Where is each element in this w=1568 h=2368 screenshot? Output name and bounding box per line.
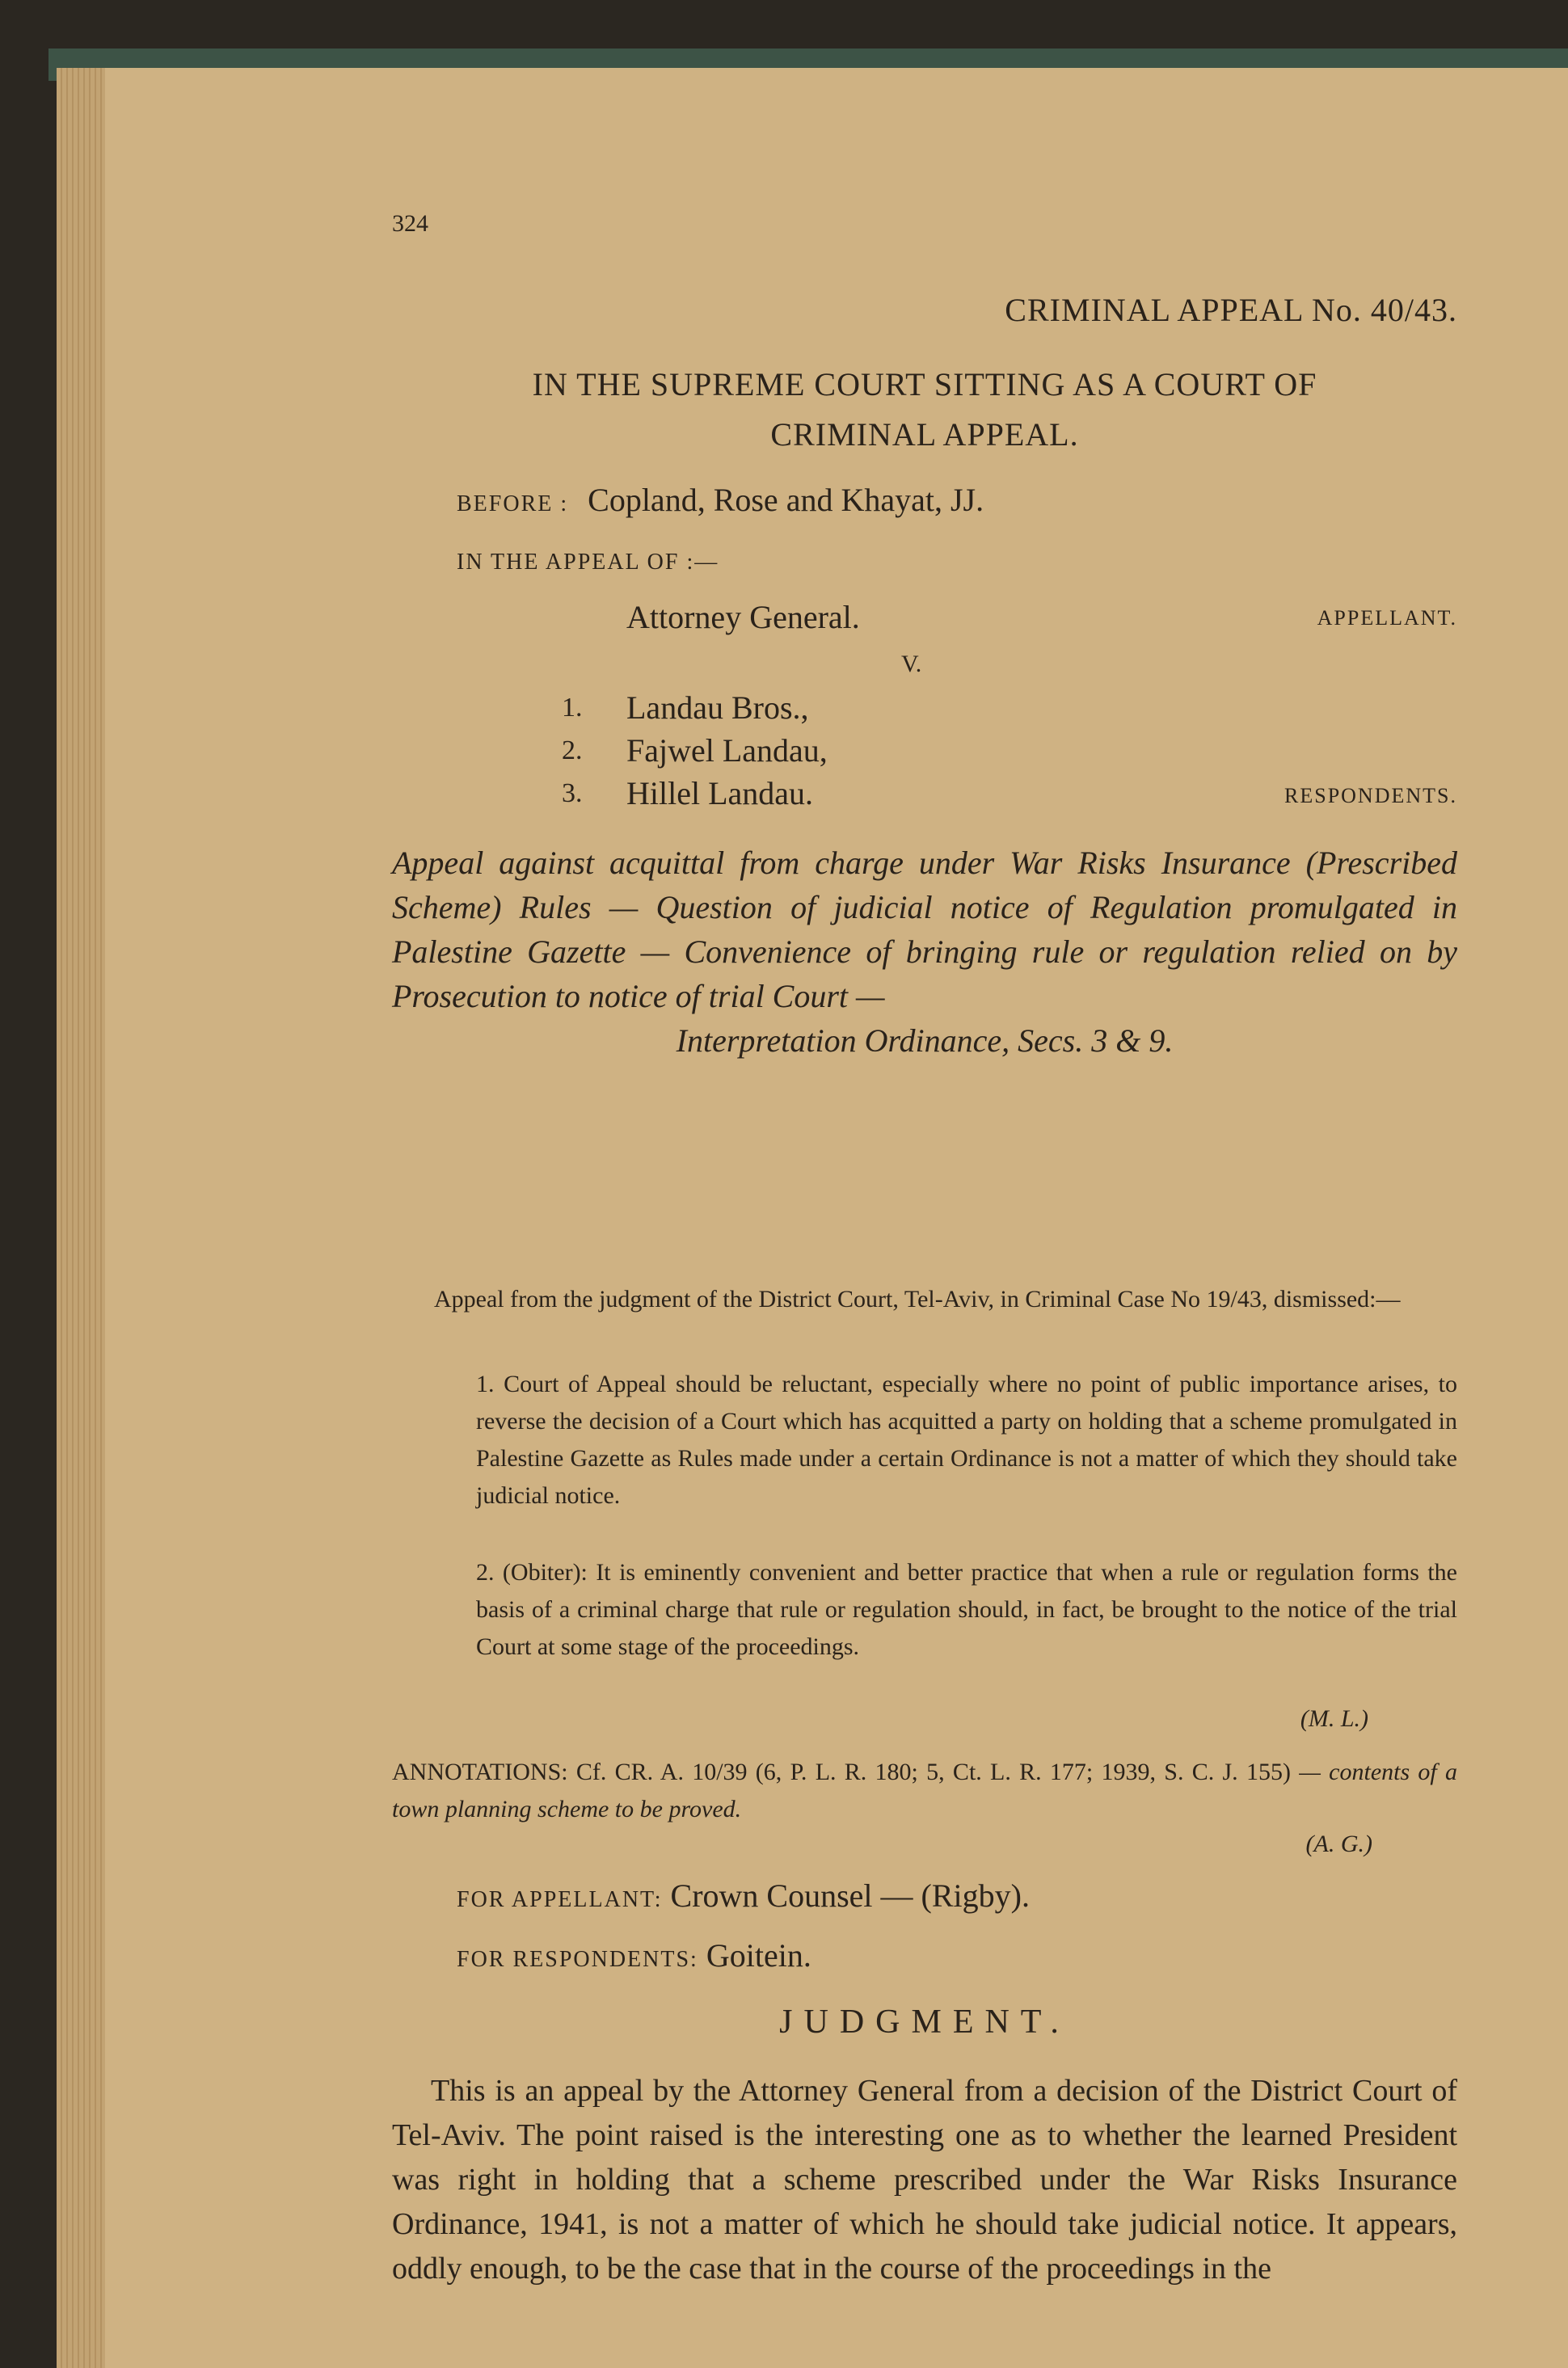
respondent-name: Hillel Landau. [626,775,814,811]
appellant-role: APPELLANT. [1317,606,1457,630]
annotations [392,1754,1457,1828]
annotations-label: ANNOTATIONS: [392,1759,568,1785]
before-line [457,481,984,519]
respondent-num: 3. [562,778,583,808]
for-appellant-label: FOR APPELLANT: [457,1887,663,1912]
for-respondents-label: FOR RESPONDENTS: [457,1947,698,1972]
case-number: CRIMINAL APPEAL No. 40/43. [1005,292,1457,328]
court-heading-line1: IN THE SUPREME COURT SITTING AS A COURT OF [532,366,1317,402]
annotations-citations: Cf. CR. A. 10/39 (6, P. L. R. 180; 5, Ct. L. R. 177; 1939, S. C. J. 155) [575,1759,1291,1785]
for-respondents-counsel: Goitein. [706,1937,811,1974]
judgment-text: This is an appeal by the Attorney General from a decision of the District Court of Tel-Aviv. The point raised is the interesting one as to whether the learned President was right in holding that a scheme prescribed under the War Risks Insurance Ordinance, 1941, is not a matter of which he should take judicial notice. It appears, oddly enough, to be the case that in the course of the proceedings in the [392,2074,1457,2286]
holding-1: 1. Court of Appeal should be reluctant, especially where no point of public importance arises, to reverse the decision of a Court which has acquitted a party on holding that a scheme promulgated in Palestine Gazette as Rules made under a certain Ordinance is not a matter of which they should take judicial notice. [476,1371,1457,1509]
for-appellant-line [457,1877,1030,1915]
judgment-title: JUDGMENT. [779,2004,1070,2041]
court-heading [392,360,1457,460]
versus: V. [901,651,922,677]
annotations-note: — contents of a town planning scheme to be proved. [392,1759,1458,1822]
court-heading-line2: CRIMINAL APPEAL. [770,416,1079,453]
page-edges [57,68,105,2368]
appeal-from-paragraph: Appeal from the judgment of the District Court, Tel-Aviv, in Criminal Case No 19/43, dismissed:— [434,1286,1401,1313]
page-number: 324 [392,210,428,237]
respondent-name: Fajwel Landau, [626,732,828,769]
for-respondents-line [457,1936,811,1974]
respondents-role: RESPONDENTS. [1284,784,1457,807]
headnote-statute: Interpretation Ordinance, Secs. 3 & 9. [676,1022,1174,1059]
respondent-num: 2. [562,735,583,765]
headnote-main: Appeal against acquittal from charge under War Risks Insurance (Prescribed Scheme) Rules — Question of judicial notice of Regulation promulgated in Palestine Gazette — Convenience of bringing rule or regulation relied on by Prosecution to notice of trial Court — [392,845,1457,1014]
before-judges: Copland, Rose and Khayat, JJ. [588,482,984,518]
for-appellant-counsel: Crown Counsel — (Rigby). [670,1877,1030,1914]
ml-initials: (M. L.) [1300,1705,1368,1732]
headnote [392,841,1457,1063]
holding-2: 2. (Obiter): It is eminently convenient and better practice that when a rule or regulation forms the basis of a criminal charge that rule or regulation should, in fact, be brought to the notice of the trial Court at some stage of the proceedings. [476,1559,1457,1660]
respondent-num: 1. [562,693,583,723]
appeal-of-label: IN THE APPEAL OF :— [457,550,719,575]
appellant-name: Attorney General. [626,599,860,635]
before-label: BEFORE : [457,491,569,516]
ag-initials: (A. G.) [1305,1831,1372,1857]
respondent-name: Landau Bros., [626,689,809,726]
